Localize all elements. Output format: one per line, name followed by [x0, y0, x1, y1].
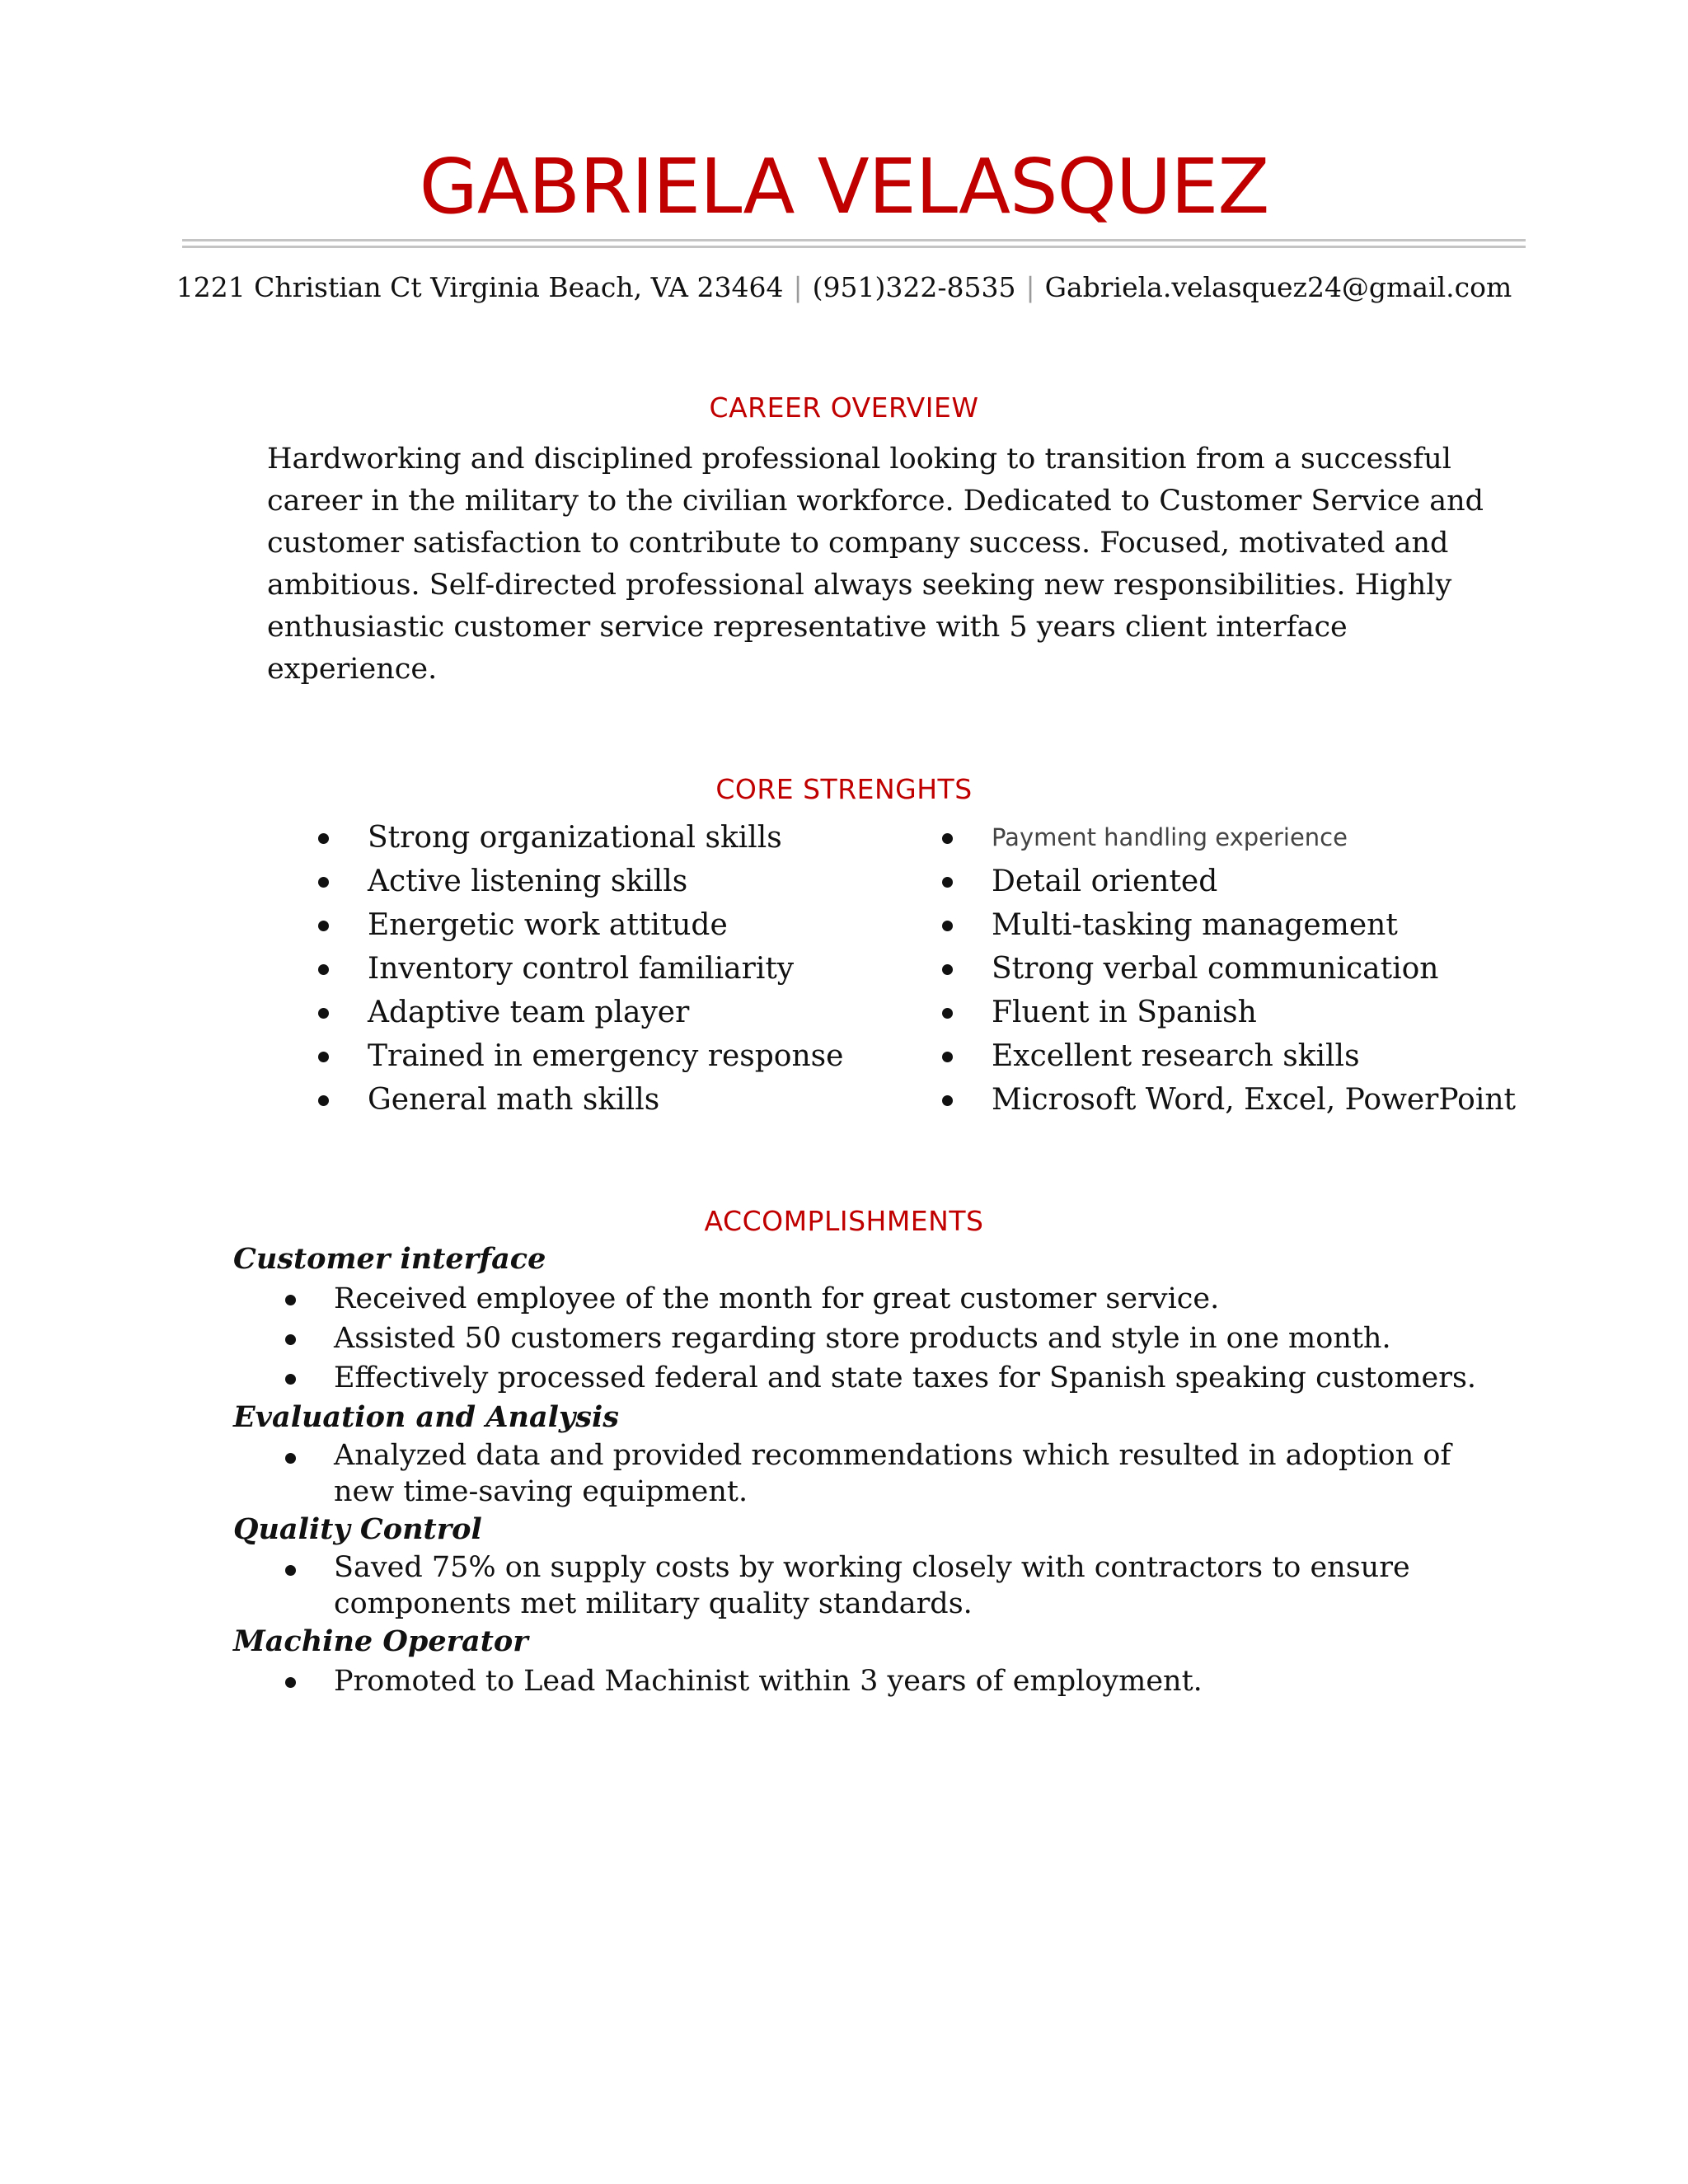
- contact-address: 1221 Christian Ct Virginia Beach, VA 23464: [176, 271, 784, 303]
- accomplishment-line: Effectively processed federal and state taxes for Spanish speaking customers.: [334, 1361, 1477, 1394]
- accomplishment-items: [233, 1549, 1552, 1622]
- accomplishment-item: [233, 1279, 1552, 1319]
- strength-item: Microsoft Word, Excel, PowerPoint: [942, 1078, 1516, 1122]
- strength-item: Payment handling experience: [942, 816, 1516, 860]
- candidate-name: GABRIELA VELASQUEZ: [419, 143, 1269, 231]
- strength-item: Trained in emergency response: [318, 1034, 843, 1078]
- accomplishment-heading: Customer interface: [233, 1242, 546, 1276]
- header-rule-bottom: [182, 246, 1526, 248]
- contact-separator: |: [793, 271, 803, 303]
- career-overview-text: [267, 438, 1503, 691]
- overview-line: ambitious. Self-directed professional always seeking new responsibilities. Highly: [267, 569, 1452, 602]
- overview-line: customer satisfaction to contribute to company success. Focused, motivated and: [267, 527, 1449, 560]
- strength-item: Adaptive team player: [318, 991, 843, 1034]
- accomplishment-line: Received employee of the month for great customer service.: [334, 1282, 1220, 1315]
- strength-item: Multi-tasking management: [942, 903, 1516, 947]
- strength-item: Energetic work attitude: [318, 903, 843, 947]
- overview-line: enthusiastic customer service representative with 5 years client interface: [267, 611, 1348, 644]
- strengths-list-left: [318, 816, 843, 1122]
- accomplishment-item: [233, 1661, 1552, 1701]
- accomplishment-line: components met military quality standards.: [334, 1587, 973, 1620]
- contact-separator: |: [1025, 271, 1035, 303]
- strength-item: Excellent research skills: [942, 1034, 1516, 1078]
- contact-line: [0, 269, 1688, 307]
- strength-item: Strong verbal communication: [942, 947, 1516, 991]
- accomplishments-title: ACCOMPLISHMENTS: [704, 1205, 984, 1237]
- accomplishment-item: [233, 1549, 1552, 1622]
- strength-item: Detail oriented: [942, 860, 1516, 903]
- overview-line: experience.: [267, 653, 438, 686]
- accomplishments-list: [233, 1240, 1552, 1701]
- accomplishment-heading: Evaluation and Analysis: [233, 1400, 619, 1434]
- core-strengths-title: CORE STRENGHTS: [715, 773, 973, 805]
- accomplishment-heading: Quality Control: [233, 1512, 482, 1546]
- accomplishment-item: [233, 1319, 1552, 1358]
- accomplishment-line: Promoted to Lead Machinist within 3 years of employment.: [334, 1665, 1203, 1698]
- contact-phone: (951)322-8535: [812, 271, 1016, 303]
- accomplishment-items: [233, 1437, 1552, 1510]
- accomplishment-item: [233, 1437, 1552, 1510]
- accomplishment-line: new time-saving equipment.: [334, 1475, 748, 1508]
- strength-item: Fluent in Spanish: [942, 991, 1516, 1034]
- accomplishment-line: Assisted 50 customers regarding store products and style in one month.: [334, 1322, 1391, 1355]
- career-overview-title: CAREER OVERVIEW: [709, 391, 979, 424]
- strength-item: Active listening skills: [318, 860, 843, 903]
- contact-email: Gabriela.velasquez24@gmail.com: [1044, 271, 1512, 303]
- accomplishment-items: [233, 1661, 1552, 1701]
- accomplishment-heading: Machine Operator: [233, 1624, 528, 1658]
- strength-item: Inventory control familiarity: [318, 947, 843, 991]
- strength-item: General math skills: [318, 1078, 843, 1122]
- accomplishment-item: [233, 1358, 1552, 1398]
- header-rule-top: [182, 239, 1526, 241]
- strength-item: Strong organizational skills: [318, 816, 843, 860]
- accomplishment-line: Saved 75% on supply costs by working closely with contractors to ensure: [334, 1551, 1410, 1584]
- accomplishment-line: Analyzed data and provided recommendations which resulted in adoption of: [334, 1439, 1451, 1472]
- accomplishment-items: [233, 1279, 1552, 1398]
- overview-line: career in the military to the civilian workforce. Dedicated to Customer Service and: [267, 485, 1484, 518]
- overview-line: Hardworking and disciplined professional looking to transition from a successful: [267, 443, 1451, 476]
- strengths-list-right: [942, 816, 1516, 1122]
